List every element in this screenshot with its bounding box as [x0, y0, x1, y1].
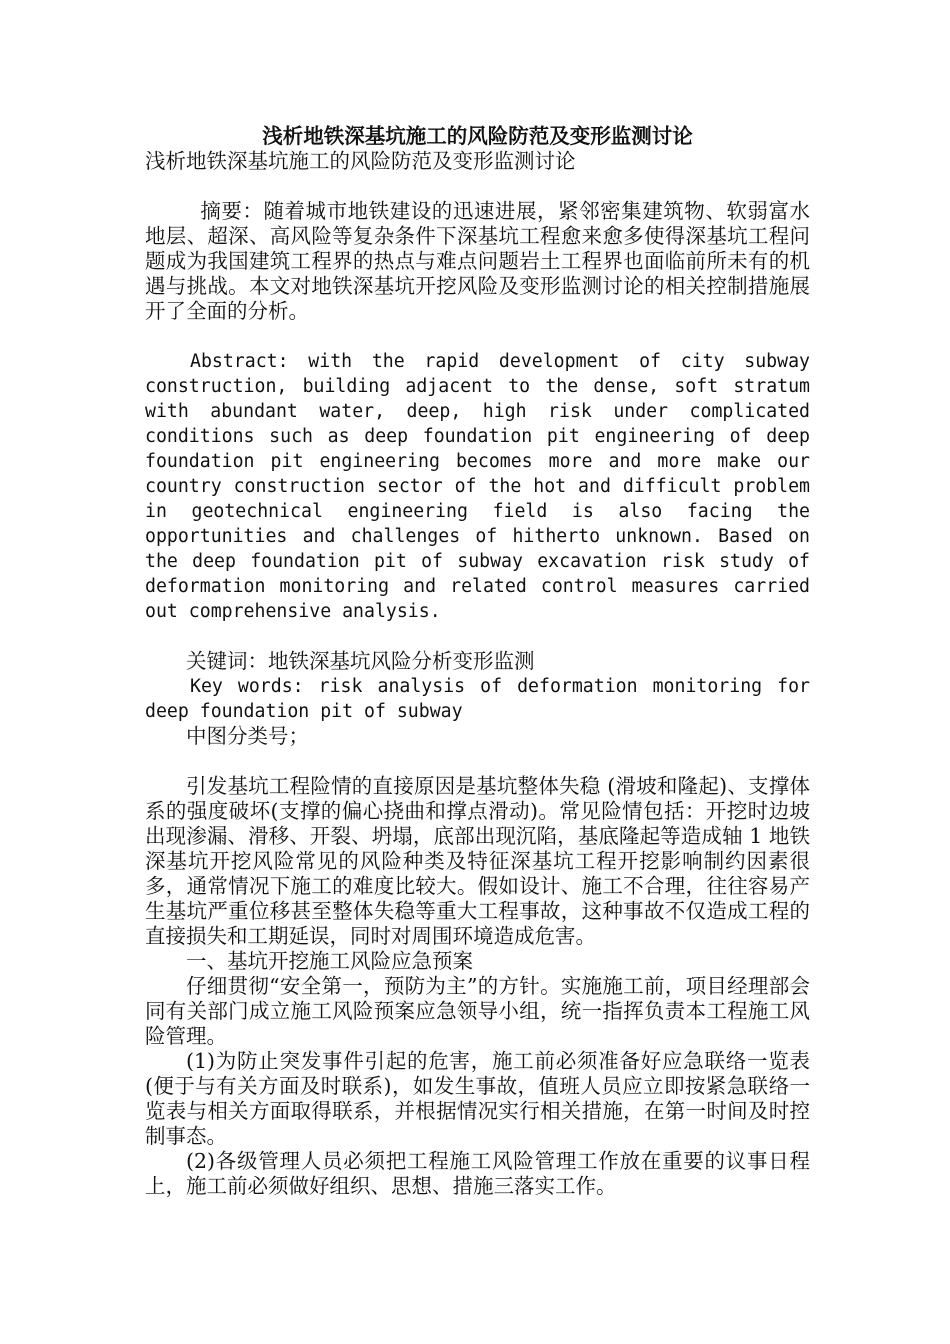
spacer [145, 174, 810, 199]
spacer [145, 324, 810, 349]
body-paragraph-3: (1)为防止突发事件引起的危害，施工前必须准备好应急联络一览表(便于与有关方面及时联系)，如发生事故，值班人员应立即按紧急联络一览表与相关方面取得联系，并根据情况实行相关措施，在第一时间及时控制事态。 [145, 1049, 810, 1148]
body-paragraph-2: 仔细贯彻“安全第一，预防为主”的方针。实施施工前，项目经理部会同有关部门成立施工风险预案应急领导小组，统一指挥负责本工程施工风险管理。 [145, 974, 810, 1048]
abstract-chinese: 摘要：随着城市地铁建设的迅速进展，紧邻密集建筑物、软弱富水地层、超深、高风险等复杂条件下深基坑工程愈来愈多使得深基坑工程问题成为我国建筑工程界的热点与难点问题岩土工程界也面临前所未有的机遇与挑战。本文对地铁深基坑开挖风险及变形监测讨论的相关控制措施展开了全面的分析。 [145, 199, 810, 323]
document-body [145, 124, 810, 1199]
spacer [145, 624, 810, 649]
document-subtitle: 浅析地铁深基坑施工的风险防范及变形监测讨论 [145, 149, 576, 173]
spacer [145, 749, 810, 774]
keywords-chinese: 关键词：地铁深基坑风险分析变形监测 [186, 649, 535, 673]
section-heading-1: 一、基坑开挖施工风险应急预案 [186, 949, 473, 973]
classification-number: 中图分类号； [186, 724, 309, 748]
body-paragraph-4: (2)各级管理人员必须把工程施工风险管理工作放在重要的议事日程上，施工前必须做好组织、思想、措施三落实工作。 [145, 1149, 810, 1198]
body-paragraph-1: 引发基坑工程险情的直接原因是基坑整体失稳 (滑坡和隆起)、支撑体系的强度破坏(支撑的偏心挠曲和撑点滑动)。常见险情包括：开挖时边坡出现渗漏、滑移、开裂、坍塌，底部出现沉陷，基底隆起等造成轴 1 地铁深基坑开挖风险常见的风险种类及特征深基坑工程开挖影响制约因素很多，通常情况下施工的难度比较大。假如设计、施工不合理，往往容易产生基坑严重位移甚至整体失稳等重大工程事故，这种事故不仅造成工程的直接损失和工期延误，同时对周围环境造成危害。 [145, 774, 810, 948]
abstract-english: Abstract: with the rapid development of city subway construction, building adjacent to the dense, soft stratum with abundant water, deep, high risk under complicated conditions such as deep foundation pit engineering of deep foundation pit engineering becomes more and more make our country construction sector of the hot and difficult problem in geotechnical engineering field is also facing the opportunities and challenges of hitherto unknown. Based on the deep foundation pit of subway excavation risk study of deformation monitoring and related control measures carried out comprehensive analysis. [145, 351, 810, 622]
document-title: 浅析地铁深基坑施工的风险防范及变形监测讨论 [262, 124, 693, 148]
keywords-english: Key words: risk analysis of deformation monitoring for deep foundation pit of subway [145, 676, 810, 722]
